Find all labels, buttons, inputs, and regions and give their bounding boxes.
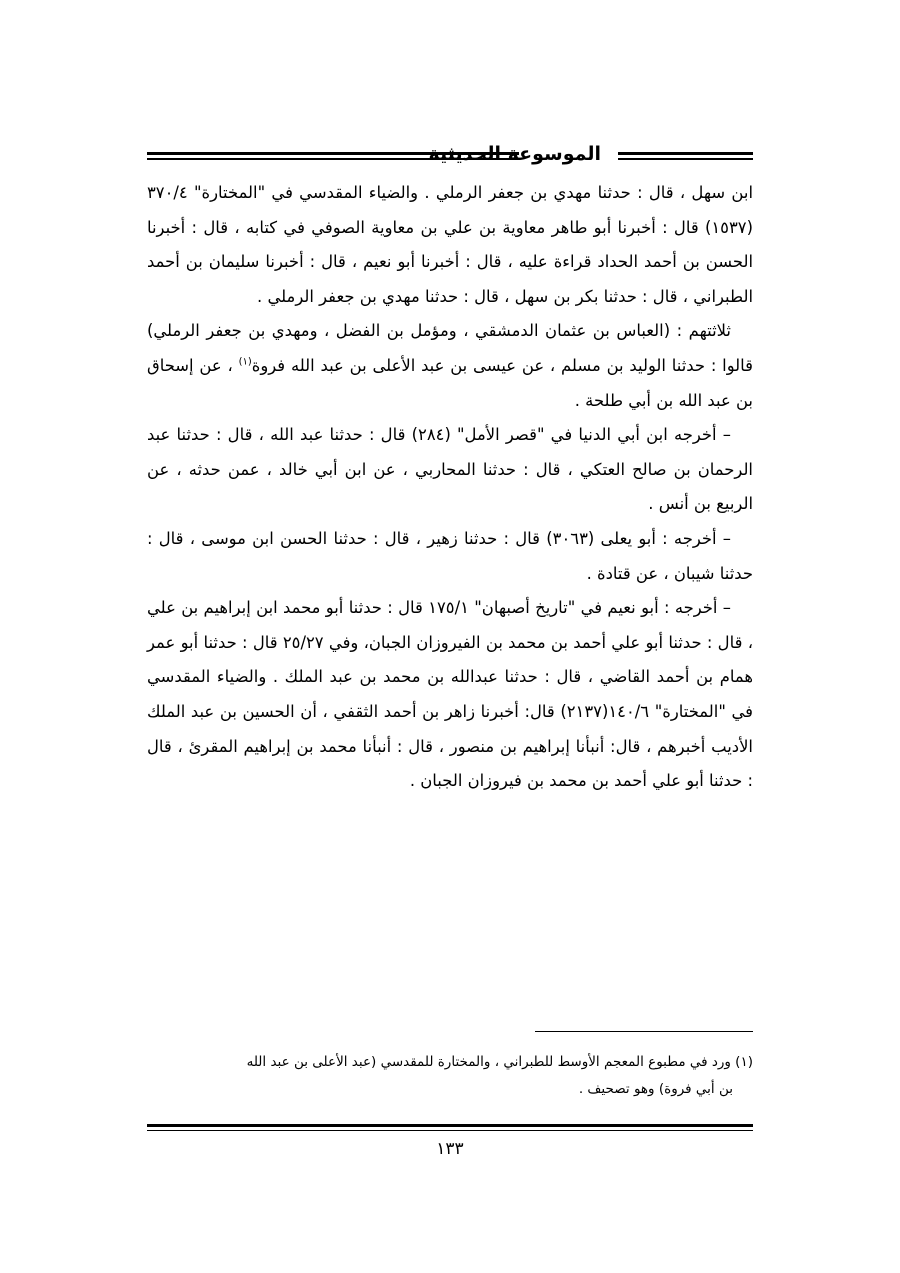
paragraph-4: – أخرجه : أبو يعلى (٣٠٦٣) قال : حدثنا زهير ، قال : حدثنا الحسن ابن موسى ، قال : حدثنا شيبان ، عن قتادة .: [147, 528, 753, 583]
header-rule-right: [618, 152, 753, 160]
paragraph-2-text-end: ، عن إسحاق بن عبد الله بن أبي طلحة .: [147, 355, 753, 410]
paragraph-2: [147, 314, 753, 418]
footer-rule: [147, 1124, 753, 1131]
footnote-reference[interactable]: (١): [238, 356, 252, 368]
footnote-line-2: بن أبي فروة) وهو تصحيف .: [578, 1081, 733, 1097]
footnote-separator: [535, 1031, 753, 1032]
page-number: ١٣٣: [436, 1139, 464, 1159]
document-page: [147, 0, 753, 1273]
paragraph-3: – أخرجه ابن أبي الدنيا في "قصر الأمل" (٢٨٤) قال : حدثنا عبد الله ، قال : حدثنا عبد الرحمان بن صالح العتكي ، قال : حدثنا المحاربي ، عن ابن أبي خالد ، عمن حدثه ، عن الربيع بن أنس .: [147, 425, 753, 514]
running-header: [147, 140, 753, 170]
paragraph-1: ابن سهل ، قال : حدثنا مهدي بن جعفر الرملي . والضياء المقدسي في "المختارة" ٣٧٠/٤ (١٥٣٧) قال : أخبرنا أبو طاهر معاوية بن علي بن معاوية الصوفي في كتابه ، قال : أخبرنا الحسن بن أحمد الحداد قراءة عليه ، قال : أخبرنا أبو نعيم ، قال : أخبرنا سليمان بن أحمد الطبراني ، قال : حدثنا بكر بن سهل ، قال : حدثنا مهدي بن جعفر الرملي .: [147, 183, 753, 306]
footnote: [147, 1049, 753, 1103]
paragraph-5: – أخرجه : أبو نعيم في "تاريخ أصبهان" ١٧٥/١ قال : حدثنا أبو محمد ابن إبراهيم بن علي ، قال : حدثنا أبو علي أحمد بن محمد بن الفيروزان الجبان، وفي ٢٥/٢٧ قال : حدثنا أبو عمر همام بن أحمد القاضي ، قال : حدثنا عبدالله بن محمد بن عبد الملك . والضياء المقدسي في "المختارة" ١٤٠/٦(٢١٣٧) قال: أخبرنا زاهر بن أحمد الثقفي ، أن الحسين بن عبد الملك الأديب أخبرهم ، قال: أنبأنا إبراهيم بن منصور ، قال : أنبأنا محمد بن إبراهيم المقرئ ، قال : حدثنا أبو علي أحمد بن محمد بن فيروزان الجبان .: [147, 598, 754, 791]
header-rule-left: [147, 152, 519, 160]
header-title: الموسوعة الحديثية: [428, 143, 601, 165]
paragraph-2-text: ثلاثتهم : (العباس بن عثمان الدمشقي ، ومؤمل بن الفضل ، ومهدي بن جعفر الرملي) قالوا : حدثنا الوليد بن مسلم ، عن عيسى بن عبد الأعلى بن عبد الله فروة: [147, 321, 754, 375]
footnote-line-1: (١) ورد في مطبوع المعجم الأوسط للطبراني ، والمختارة للمقدسي (عبد الأعلى بن عبد الله: [246, 1054, 753, 1070]
main-text: [147, 176, 753, 799]
